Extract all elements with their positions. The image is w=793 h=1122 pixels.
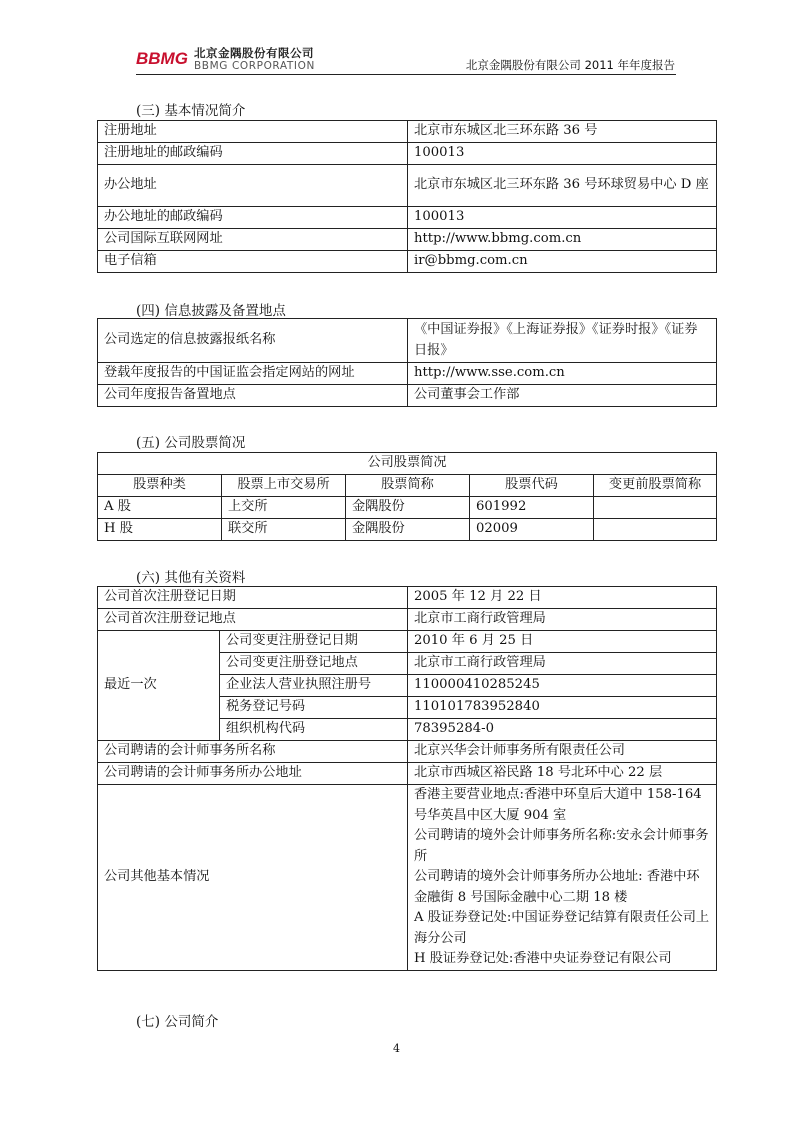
- table-row: [98, 143, 717, 165]
- other-info-value: [408, 785, 717, 971]
- table-row: [98, 207, 717, 229]
- table-row: [98, 121, 717, 143]
- page-number: 4: [393, 1042, 400, 1055]
- table-row: [98, 363, 717, 385]
- row-label: 组织机构代码: [220, 719, 408, 741]
- stock-cell: [594, 497, 717, 519]
- report-title: 北京金隅股份有限公司 2011 年年度报告: [465, 58, 675, 72]
- recent-change-label: 最近一次: [98, 631, 220, 741]
- other-info-line: 香港主要营业地点:香港中环皇后大道中 158-164 号华英昌中区大厦 904 室: [414, 787, 702, 823]
- row-label: 公司首次注册登记地点: [98, 609, 408, 631]
- column-header: 股票简称: [346, 475, 470, 497]
- company-name-en: BBMG CORPORATION: [194, 60, 315, 72]
- row-value: 北京市东城区北三环东路 36 号: [408, 121, 717, 143]
- row-label: 登载年度报告的中国证监会指定网站的网址: [98, 363, 408, 385]
- row-value: 北京市西城区裕民路 18 号北环中心 22 层: [408, 763, 717, 785]
- row-label: 注册地址的邮政编码: [98, 143, 408, 165]
- company-name-cn: 北京金隅股份有限公司: [194, 46, 314, 60]
- stock-cell: 联交所: [222, 519, 346, 541]
- row-label: 公司选定的信息披露报纸名称: [98, 319, 408, 363]
- row-label: 公司聘请的会计师事务所办公地址: [98, 763, 408, 785]
- column-header: 股票上市交易所: [222, 475, 346, 497]
- row-value: 100013: [408, 143, 717, 165]
- other-info-line: 公司聘请的境外会计师事务所办公地址: 香港中环金融街 8 号国际金融中心二期 18 楼: [414, 869, 700, 905]
- row-value: 公司董事会工作部: [408, 385, 717, 407]
- other-info-line: A 股证券登记处:中国证券登记结算有限责任公司上海分公司: [414, 910, 710, 946]
- row-value: 100013: [408, 207, 717, 229]
- column-header: 股票种类: [98, 475, 222, 497]
- table-row: [98, 319, 717, 363]
- other-info-line: 公司聘请的境外会计师事务所名称:安永会计师事务所: [414, 828, 709, 864]
- row-label: 公司变更注册登记日期: [220, 631, 408, 653]
- row-value: 北京兴华会计师事务所有限责任公司: [408, 741, 717, 763]
- basic-info-table: [97, 120, 717, 273]
- row-label: 注册地址: [98, 121, 408, 143]
- section-7-title: (七) 公司简介: [136, 1014, 219, 1030]
- row-label: 办公地址: [98, 165, 408, 207]
- row-value: 北京市工商行政管理局: [408, 653, 717, 675]
- table-row: [98, 251, 717, 273]
- row-label: 企业法人营业执照注册号: [220, 675, 408, 697]
- row-label: 公司国际互联网网址: [98, 229, 408, 251]
- row-label: 公司其他基本情况: [98, 785, 408, 971]
- table-row: [98, 497, 717, 519]
- stock-cell: [594, 519, 717, 541]
- stock-table: [97, 452, 717, 541]
- table-row: [98, 785, 717, 971]
- stock-cell: 02009: [470, 519, 594, 541]
- table-row: [98, 587, 717, 609]
- row-value: 北京市工商行政管理局: [408, 609, 717, 631]
- row-value: 北京市东城区北三环东路 36 号环球贸易中心 D 座: [408, 165, 717, 207]
- stock-table-caption: 公司股票简况: [98, 453, 717, 475]
- row-value: 110101783952840: [408, 697, 717, 719]
- table-row: [98, 165, 717, 207]
- section-3-title: (三) 基本情况简介: [136, 103, 246, 119]
- row-value: http://www.sse.com.cn: [408, 363, 717, 385]
- row-value: 78395284-0: [408, 719, 717, 741]
- other-info-table: [97, 586, 717, 971]
- row-label: 电子信箱: [98, 251, 408, 273]
- bbmg-logo: [136, 46, 188, 70]
- section-4-title: (四) 信息披露及备置地点: [136, 303, 286, 319]
- row-label: 公司年度报告备置地点: [98, 385, 408, 407]
- row-label: 公司首次注册登记日期: [98, 587, 408, 609]
- other-info-line: H 股证券登记处:香港中央证券登记有限公司: [414, 951, 672, 967]
- disclosure-table: [97, 318, 717, 407]
- header-divider: [136, 74, 676, 75]
- stock-cell: 上交所: [222, 497, 346, 519]
- row-value: ir@bbmg.com.cn: [408, 251, 717, 273]
- stock-cell: 金隅股份: [346, 519, 470, 541]
- section-5-title: (五) 公司股票简况: [136, 435, 246, 451]
- row-value: 2010 年 6 月 25 日: [408, 631, 717, 653]
- table-row: [98, 229, 717, 251]
- row-label: 公司聘请的会计师事务所名称: [98, 741, 408, 763]
- section-6-title: (六) 其他有关资料: [136, 570, 246, 586]
- column-header: 变更前股票简称: [594, 475, 717, 497]
- stock-cell: 金隅股份: [346, 497, 470, 519]
- table-header-row: [98, 475, 717, 497]
- column-header: 股票代码: [470, 475, 594, 497]
- stock-cell: A 股: [98, 497, 222, 519]
- row-value: 《中国证券报》《上海证券报》《证券时报》《证券日报》: [408, 319, 717, 363]
- stock-cell: H 股: [98, 519, 222, 541]
- row-label: 公司变更注册登记地点: [220, 653, 408, 675]
- logo-text: BBMG: [136, 49, 188, 68]
- row-value: 2005 年 12 月 22 日: [408, 587, 717, 609]
- table-row: [98, 741, 717, 763]
- table-row: [98, 385, 717, 407]
- stock-cell: 601992: [470, 497, 594, 519]
- row-value: 110000410285245: [408, 675, 717, 697]
- table-row: [98, 763, 717, 785]
- table-row: [98, 519, 717, 541]
- row-label: 办公地址的邮政编码: [98, 207, 408, 229]
- table-row: [98, 609, 717, 631]
- row-label: 税务登记号码: [220, 697, 408, 719]
- row-value: http://www.bbmg.com.cn: [408, 229, 717, 251]
- table-row: [98, 631, 717, 653]
